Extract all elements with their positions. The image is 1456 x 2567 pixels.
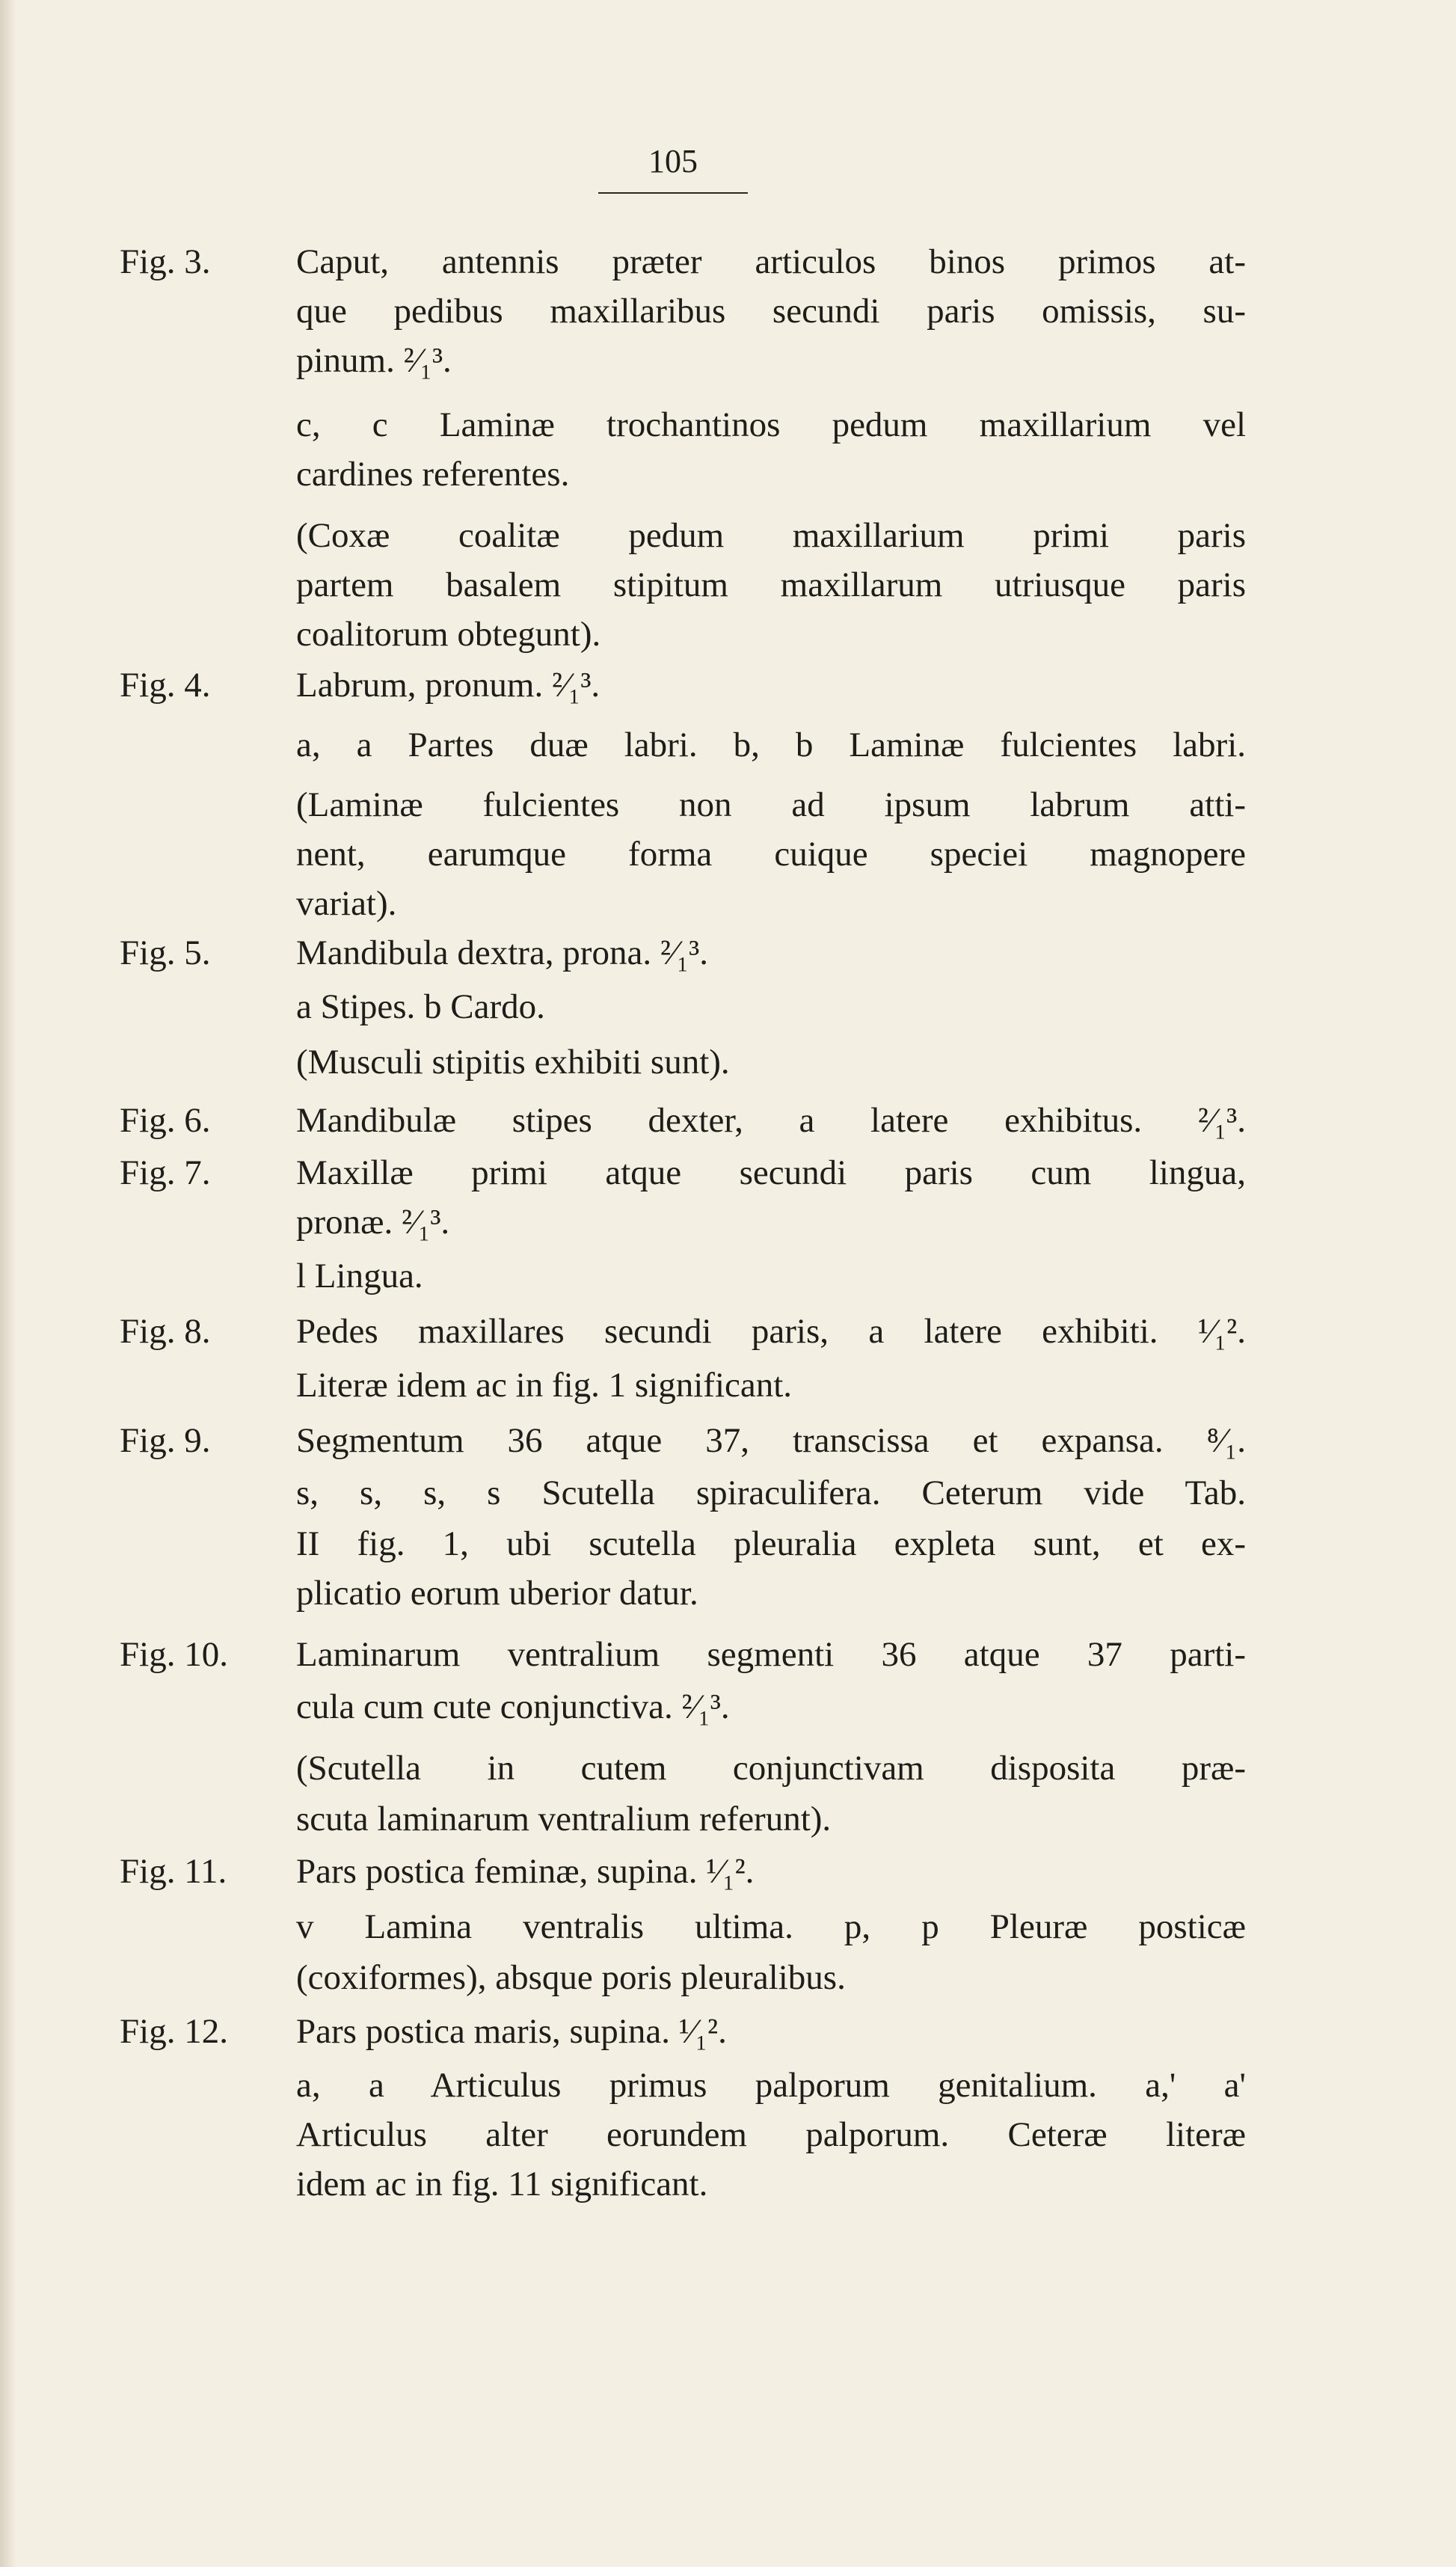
caption-line: coalitorum obtegunt). — [296, 615, 601, 654]
caption-line: pronæ. ²⁄₁³. — [296, 1203, 450, 1242]
caption-line: Literæ idem ac in fig. 1 significant. — [296, 1366, 793, 1405]
caption-line: idem ac in fig. 11 significant. — [296, 2165, 708, 2203]
caption-line: a, a Articulus primus palporum genitalium. a,' a' — [296, 2066, 1246, 2105]
figure-label: Fig. 7. — [120, 1153, 211, 1192]
caption-line: a Stipes. b Cardo. — [296, 987, 545, 1026]
caption-line: Articulus alter eorundem palporum. Ceteræ literæ — [296, 2115, 1246, 2154]
figure-label: Fig. 11. — [120, 1852, 227, 1891]
caption-line: Pedes maxillares secundi paris, a latere exhibiti. ¹⁄₁². — [296, 1312, 1246, 1351]
caption-line: v Lamina ventralis ultima. p, p Pleuræ posticæ — [296, 1907, 1246, 1946]
caption-line: s, s, s, s Scutella spiraculifera. Ceterum vide Tab. — [296, 1473, 1246, 1512]
caption-line: cula cum cute conjunctiva. ²⁄₁³. — [296, 1687, 730, 1726]
caption-line: que pedibus maxillaribus secundi paris omissis, su- — [296, 292, 1246, 331]
caption-line: Caput, antennis præter articulos binos primos at- — [296, 242, 1246, 281]
caption-line: Mandibula dextra, prona. ²⁄₁³. — [296, 933, 708, 972]
binding-shadow — [0, 0, 16, 2567]
caption-line: pinum. ²⁄₁³. — [296, 341, 452, 380]
page-number: 105 — [648, 143, 698, 180]
caption-line: (Coxæ coalitæ pedum maxillarium primi paris — [296, 516, 1246, 555]
caption-line: Mandibulæ stipes dexter, a latere exhibitus. ²⁄₁³. — [296, 1101, 1246, 1140]
figure-label: Fig. 4. — [120, 666, 211, 705]
figure-label: Fig. 8. — [120, 1312, 211, 1351]
figure-label: Fig. 12. — [120, 2012, 228, 2051]
caption-line: Segmentum 36 atque 37, transcissa et expansa. ⁸⁄₁. — [296, 1421, 1246, 1460]
caption-line: plicatio eorum uberior datur. — [296, 1574, 698, 1613]
figure-label: Fig. 6. — [120, 1101, 211, 1140]
caption-line: variat). — [296, 884, 397, 923]
caption-line: c, c Laminæ trochantinos pedum maxillarium vel — [296, 405, 1246, 444]
caption-line: a, a Partes duæ labri. b, b Laminæ fulcientes labri. — [296, 726, 1246, 764]
caption-line: scuta laminarum ventralium referunt). — [296, 1800, 832, 1838]
caption-line: (coxiformes), absque poris pleuralibus. — [296, 1958, 846, 1997]
caption-line: nent, earumque forma cuique speciei magnopere — [296, 835, 1246, 874]
caption-line: II fig. 1, ubi scutella pleuralia expleta sunt, et ex- — [296, 1524, 1246, 1563]
caption-line: Labrum, pronum. ²⁄₁³. — [296, 666, 600, 705]
header-rule — [598, 192, 748, 194]
caption-line: (Scutella in cutem conjunctivam disposita præ- — [296, 1749, 1246, 1788]
figure-label: Fig. 10. — [120, 1635, 228, 1674]
figure-label: Fig. 3. — [120, 242, 211, 281]
figure-label: Fig. 9. — [120, 1421, 211, 1460]
caption-line: partem basalem stipitum maxillarum utriusque paris — [296, 565, 1246, 604]
caption-line: Laminarum ventralium segmenti 36 atque 37 parti- — [296, 1635, 1246, 1674]
figure-label: Fig. 5. — [120, 933, 211, 972]
caption-line: (Musculi stipitis exhibiti sunt). — [296, 1043, 730, 1082]
caption-line: (Laminæ fulcientes non ad ipsum labrum atti- — [296, 785, 1246, 824]
caption-line: cardines referentes. — [296, 455, 570, 494]
caption-line: l Lingua. — [296, 1257, 423, 1295]
caption-line: Pars postica feminæ, supina. ¹⁄₁². — [296, 1852, 755, 1891]
caption-line: Pars postica maris, supina. ¹⁄₁². — [296, 2012, 727, 2051]
caption-line: Maxillæ primi atque secundi paris cum lingua, — [296, 1153, 1246, 1192]
